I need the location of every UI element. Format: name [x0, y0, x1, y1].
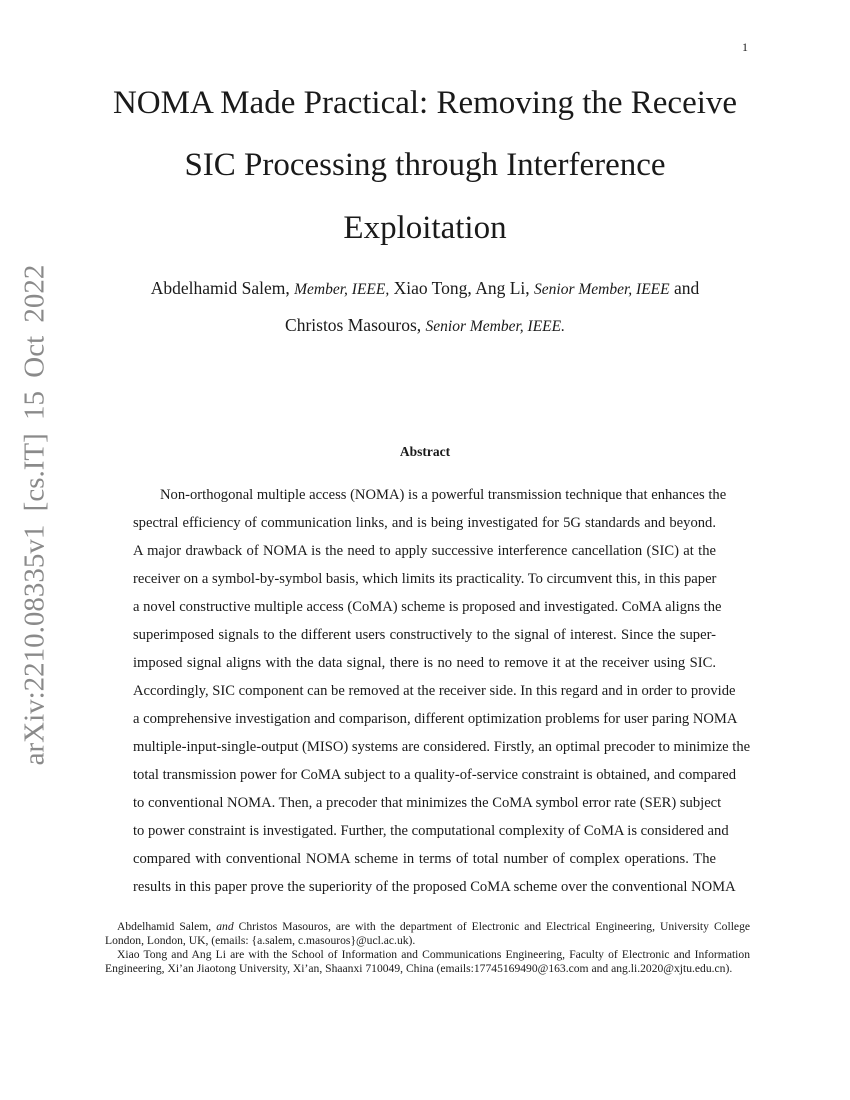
abstract-line: superimposed signals to the different users constructively to the signal of interest. Since the super- — [133, 627, 716, 643]
author: Christos Masouros, — [285, 315, 422, 335]
title-line: NOMA Made Practical: Removing the Receive — [112, 85, 738, 121]
authors-line-1 — [0, 277, 850, 301]
abstract-line: imposed signal aligns with the data signal, there is no need to remove it at the receiver using SIC. — [133, 655, 716, 671]
author-conjunction: and — [673, 278, 700, 298]
abstract-line: compared with conventional NOMA scheme in terms of total number of complex operations. The — [133, 851, 716, 867]
abstract-line: multiple-input-single-output (MISO) systems are considered. Firstly, an optimal precoder to minimize the — [133, 739, 751, 755]
abstract-line: receiver on a symbol-by-symbol basis, which limits its practicality. To circumvent this, in this paper — [133, 571, 717, 587]
authors-line-2 — [0, 314, 850, 338]
title-line: Exploitation — [343, 210, 507, 246]
abstract-heading: Abstract — [399, 444, 451, 459]
abstract-line: results in this paper prove the superiority of the proposed CoMA scheme over the conventional NOMA — [133, 879, 736, 895]
author-role: Member, IEEE, — [294, 281, 390, 298]
abstract-line: Non-orthogonal multiple access (NOMA) is a powerful transmission technique that enhances the — [160, 487, 727, 503]
arxiv-stamp: arXiv:2210.08335v1 [cs.IT] 15 Oct 2022 — [18, 264, 51, 766]
author: Xiao Tong, Ang Li, — [393, 278, 530, 298]
abstract-line: total transmission power for CoMA subject to a quality-of-service constraint is obtained, and compared — [133, 767, 737, 783]
abstract-line: Accordingly, SIC component can be removed at the receiver side. In this regard and in order to provide — [133, 683, 736, 699]
footnotes — [105, 920, 750, 976]
author-role: Senior Member, IEEE — [534, 281, 670, 298]
author-role: Senior Member, IEEE. — [425, 318, 565, 335]
footnote-text: and — [216, 920, 234, 933]
abstract-line: to conventional NOMA. Then, a precoder that minimizes the CoMA symbol error rate (SER) subject — [133, 795, 722, 811]
title-line: SIC Processing through Interference — [184, 147, 666, 183]
footnote-affiliation-2: Xiao Tong and Ang Li are with the School of Information and Communications Engineering, Faculty of Electronic and Information Engineering, Xi’an Jiaotong University, Xi’an, Shaanxi 710049, China (emails:17745169490@163.com and ang.li.2020@xjtu.edu.cn). — [105, 948, 750, 975]
footnote-affiliation-1 — [105, 920, 750, 948]
abstract-line: spectral efficiency of communication links, and is being investigated for 5G standards and beyond. — [133, 515, 716, 531]
abstract-line: a novel constructive multiple access (CoMA) scheme is proposed and investigated. CoMA aligns the — [133, 599, 722, 615]
abstract-line: A major drawback of NOMA is the need to apply successive interference cancellation (SIC) at the — [133, 543, 716, 559]
footnote-text: Abdelhamid Salem, — [117, 920, 212, 933]
abstract-line: a comprehensive investigation and comparison, different optimization problems for user paring NOMA — [133, 711, 738, 727]
author: Abdelhamid Salem, — [150, 278, 290, 298]
abstract-line: to power constraint is investigated. Further, the computational complexity of CoMA is considered and — [133, 823, 729, 839]
footnote-text: Christos Masouros, are with the department of Electronic and Electrical Engineering, University College London, London, UK, (emails: {a.salem, c.masouros}@ucl.ac.uk). — [105, 920, 751, 947]
page-number: 1 — [742, 40, 748, 54]
